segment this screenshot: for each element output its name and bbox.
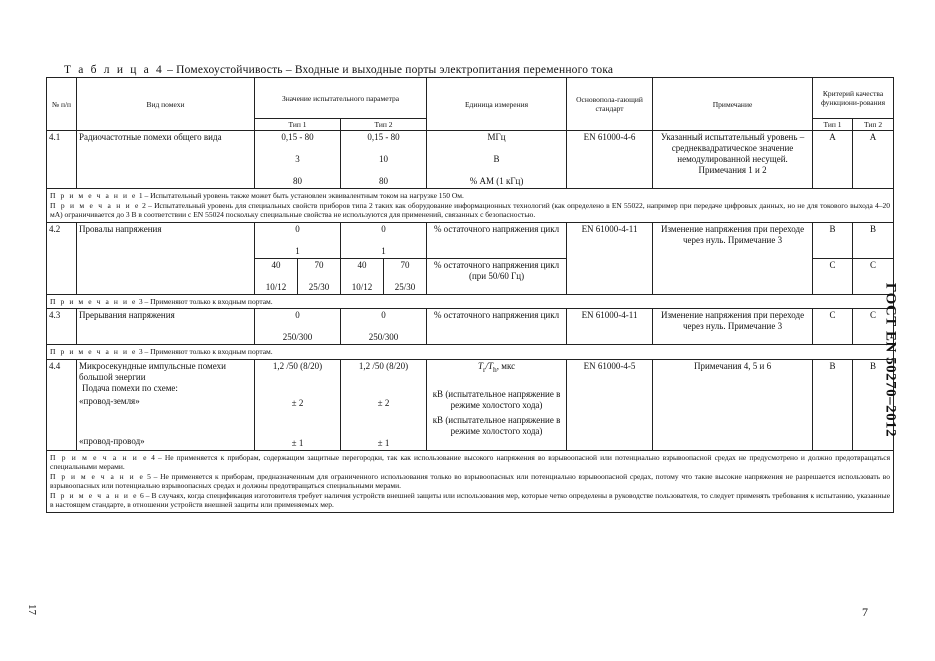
- note-1: 1 – Испытательный уровень также может быть установлен эквивалентным током на нагрузке 150 Ом.: [137, 191, 464, 200]
- row-crit1: C: [813, 309, 853, 345]
- value: ± 1: [291, 437, 304, 448]
- header-test-value: Значение испытательного параметра: [255, 78, 427, 119]
- value: 250/300: [282, 332, 313, 342]
- value: 80: [293, 176, 302, 186]
- header-unit: Единица измерения: [427, 78, 567, 131]
- row-type1-values: [255, 131, 341, 189]
- notes-4-6: [47, 450, 894, 512]
- value: 10/12: [351, 281, 373, 292]
- row-unit-top: % остаточного напряжения цикл: [427, 222, 567, 258]
- value: 1: [295, 245, 300, 256]
- row-type: Провалы напряжения: [77, 222, 255, 294]
- page-number-right: 7: [862, 605, 868, 619]
- unit-kv-1: кВ (испытательное напряжение в режиме холостого хода): [432, 389, 561, 411]
- value: 25/30: [308, 281, 330, 292]
- row-crit1: B: [813, 359, 853, 450]
- row-type-text: Микросекундные импульсные помехи большой энергии: [79, 360, 226, 382]
- value: 1: [381, 245, 386, 256]
- unit-time: $T_r/T_h$, мкс: [477, 360, 516, 374]
- table-row-4-4: [47, 359, 894, 450]
- note-label: П р и м е ч а н и е: [50, 490, 139, 500]
- row-remark: Указанный испытательный уровень – среднеквадратическое значение немодулированной несущей. Примечания 1 и 2: [653, 131, 813, 189]
- value: 70: [400, 259, 410, 270]
- row-crit2: C: [853, 309, 894, 345]
- value: 0: [381, 223, 386, 234]
- row-type2-top: [341, 222, 427, 258]
- value: ± 2: [377, 397, 390, 408]
- row-mode2: «провод-провод»: [79, 435, 145, 446]
- note-row: [47, 294, 894, 309]
- row-mode1: «провод-земля»: [79, 395, 140, 406]
- header-remark: Примечание: [653, 78, 813, 131]
- value: 10: [379, 154, 389, 164]
- row-unit: % остаточного напряжения цикл: [427, 309, 567, 345]
- note-row: [47, 345, 894, 360]
- header-type2: Тип 2: [341, 119, 427, 131]
- immunity-table: [46, 77, 894, 513]
- row-crit1: A: [813, 131, 853, 189]
- row-standard: EN 61000-4-11: [567, 309, 653, 345]
- page-number-left: 17: [26, 604, 38, 615]
- table-title-text: – Помехоустойчивость – Входные и выходные порты электропитания переменного тока: [164, 64, 614, 76]
- row-num: 4.2: [47, 222, 77, 294]
- table-row-4-1: [47, 131, 894, 189]
- row-type1-values: [255, 309, 341, 345]
- note-3b-cell: [47, 345, 894, 360]
- row-crit2: B: [853, 359, 894, 450]
- note-4: 4 – Не применяется к приборам, содержащим защитные перегородки, так как использование высокого напряжения во взрывоопасной или потенциально взрывоопасной средах не предусмотрено и должно предотвращаться специальными мерами.: [50, 452, 891, 471]
- note-2: 2 – Испытательный уровень для специальных свойств приборов типа 2 таких как оборудование информационных технологий (как определено в EN 55022, например при передаче цифровых данных, но не для токового выхода 4–20 мА) ограничивается до 3 В в соответствии с EN 55024 поскольку специальные свойства не используются для применений, связанных с безопасностью.: [50, 200, 891, 219]
- note-label: П р и м е ч а н и е: [50, 347, 137, 356]
- value: 1,2 /50 (8/20): [358, 360, 409, 371]
- unit: МГц: [487, 132, 506, 142]
- header-standard: Основопола-гающий стандарт: [567, 78, 653, 131]
- note-row: [47, 189, 894, 223]
- notes-1-2: [47, 189, 894, 223]
- value: 80: [379, 176, 389, 186]
- header-crit-type2: Тип 2: [853, 119, 894, 131]
- row-type: Прерывания напряжения: [77, 309, 255, 345]
- note-label: П р и м е ч а н и е: [50, 452, 149, 462]
- row-remark: Изменение напряжения при переходе через нуль. Примечание 3: [653, 222, 813, 294]
- row-standard: EN 61000-4-5: [567, 359, 653, 450]
- unit: % АМ (1 кГц): [469, 176, 524, 186]
- row-scheme: Подача помехи по схеме:: [82, 382, 178, 393]
- row-crit2-bottom: C: [853, 258, 894, 294]
- row-type2-a: [341, 258, 384, 294]
- row-type2-values: [341, 309, 427, 345]
- unit-kv-2: кВ (испытательное напряжение в режиме холостого хода): [432, 415, 561, 437]
- row-num: 4.1: [47, 131, 77, 189]
- value: ± 1: [377, 437, 390, 448]
- row-crit2: A: [853, 131, 894, 189]
- table-row-4-2: [47, 222, 894, 258]
- note-6: 6 – В случаях, когда спецификация изготовителя требует наличия устройств внешней защиты или использования мер, которые четко определены в руководстве пользователя, то следует применять требования к испытанию, указанные в настоящем стандарте, в отношении устройств внешней защиты или применяемых мер.: [50, 490, 891, 509]
- row-type: Радиочастотные помехи общего вида: [77, 131, 255, 189]
- row-type2-values: [341, 131, 427, 189]
- row-type1-top: [255, 222, 341, 258]
- header-criterion: Критерий качества функциони-рования: [813, 78, 894, 119]
- row-standard: EN 61000-4-6: [567, 131, 653, 189]
- table-title-prefix: Т а б л и ц а 4: [64, 64, 165, 76]
- row-type: [77, 359, 255, 450]
- header-crit-type1: Тип 1: [813, 119, 853, 131]
- row-type1-b: [298, 258, 341, 294]
- row-standard: EN 61000-4-11: [567, 222, 653, 294]
- value: ± 2: [291, 397, 304, 408]
- value: 3: [295, 154, 300, 164]
- row-num: 4.4: [47, 359, 77, 450]
- row-crit1-bottom: C: [813, 258, 853, 294]
- header-type1: Тип 1: [255, 119, 341, 131]
- value: 0: [295, 310, 300, 320]
- table-title: [64, 64, 613, 76]
- note-3a: 3 – Применяют только к входным портам.: [137, 296, 273, 306]
- row-remark: Изменение напряжения при переходе через нуль. Примечание 3: [653, 309, 813, 345]
- row-crit2-top: B: [853, 222, 894, 258]
- value: 0: [381, 310, 386, 320]
- value: 10/12: [265, 281, 287, 292]
- row-type2-b: [384, 258, 427, 294]
- value: 25/30: [394, 281, 416, 292]
- header-row-1: [47, 78, 894, 119]
- row-unit-bottom: % остаточного напряжения цикл (при 50/60 Гц): [427, 258, 567, 294]
- standard-designation: ГОСТ EN 50270–2012: [882, 282, 899, 438]
- row-num: 4.3: [47, 309, 77, 345]
- value: 70: [314, 259, 324, 270]
- note-label: П р и м е ч а н и е: [50, 191, 137, 200]
- value: 0,15 - 80: [281, 132, 314, 142]
- row-remark: Примечания 4, 5 и 6: [653, 359, 813, 450]
- note-row: [47, 450, 894, 512]
- note-label: П р и м е ч а н и е: [50, 471, 145, 481]
- header-type: Вид помехи: [77, 78, 255, 131]
- note-label: П р и м е ч а н и е: [50, 296, 137, 306]
- row-type2-values: [341, 359, 427, 450]
- unit: В: [493, 154, 500, 164]
- row-crit1-top: B: [813, 222, 853, 258]
- header-num: № п/п: [47, 78, 77, 131]
- note-5: 5 – Не применяется к приборам, предназначенным для ограниченного использования только во взрывоопасных или потенциально взрывоопасной средах, потому что такие высокие напряжения не разрешается использовать во взрывоопасных или потенциально взрывоопасных средах и должны предотвращаться специальными мерами.: [50, 471, 891, 490]
- row-type1-values: [255, 359, 341, 450]
- value: 250/300: [368, 332, 399, 342]
- value: 40: [357, 259, 367, 270]
- value: 1,2 /50 (8/20): [272, 360, 323, 371]
- note-label: П р и м е ч а н и е: [50, 200, 140, 210]
- table-row-4-3: [47, 309, 894, 345]
- value: 0: [295, 223, 300, 234]
- value: 0,15 - 80: [367, 132, 400, 142]
- value: 40: [271, 259, 281, 270]
- note-3b: 3 – Применяют только к входным портам.: [137, 347, 273, 356]
- row-type1-a: [255, 258, 298, 294]
- row-unit: [427, 359, 567, 450]
- row-unit: [427, 131, 567, 189]
- note-3a-cell: [47, 294, 894, 309]
